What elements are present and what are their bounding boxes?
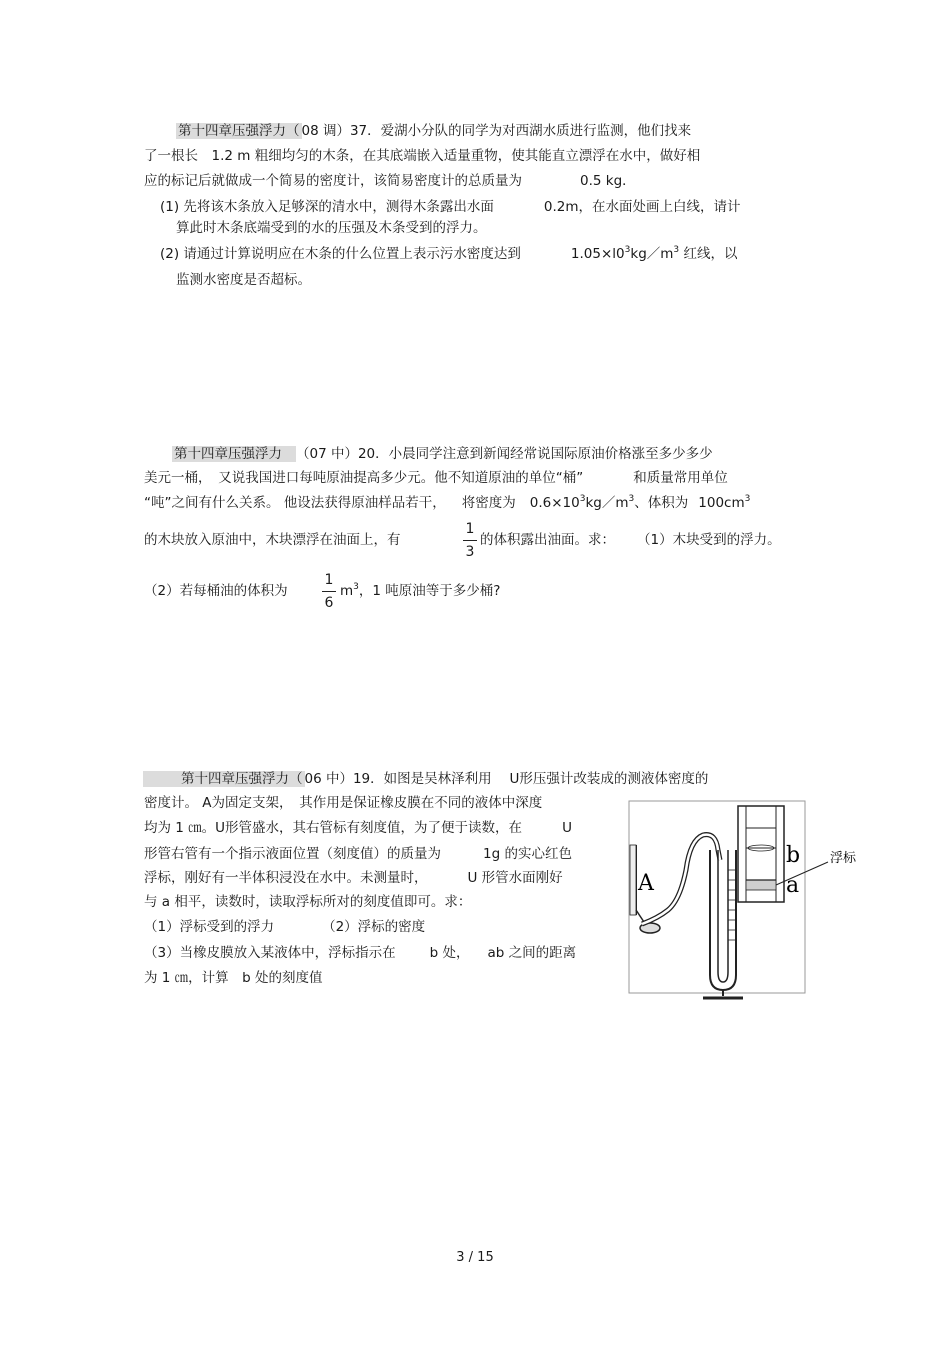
q19-line-8: （3）当橡皮膜放入某液体中，浮标指示在 b 处， ab 之间的距离 [144, 945, 577, 961]
q20-line-4a: 的木块放入原油中，木块漂浮在油面上，有 [144, 532, 401, 548]
page-number: 3 / 15 [456, 1250, 494, 1265]
chapter-tag: 第十四章压强浮力 [172, 446, 296, 462]
label-float: 浮标 [830, 851, 857, 866]
q37-part-2-cont: 监测水密度是否超标。 [176, 272, 311, 288]
q20-line-3: “吨”之间有什么关系。 他设法获得原油样品若干， 将密度为 $0.6\times 10^3kg/m^3$、体积为 $100cm^3$ [144, 494, 751, 511]
q37-part-1: (1) 先将该木条放入足够深的清水中，测得木条露出水面 0.2m，在水面处画上白线，请计 [160, 199, 741, 215]
q37-line-1: 第十四章压强浮力（ 08 调）37．爱湖小分队的同学为对西湖水质进行监测，他们找来 [178, 123, 692, 139]
q37-part-1-cont: 算此时木条底端受到的水的压强及木条受到的浮力。 [176, 220, 487, 236]
q20-line-2: 美元一桶， 又说我国进口每吨原油提高多少元。他不知道原油的单位“桶” 和质量常用单位 [144, 470, 728, 486]
q20-line-5a: （2）若每桶油的体积为 [144, 583, 288, 599]
chapter-tag: 第十四章压强浮力（ [143, 771, 305, 787]
q20-line-5b: $m^3$，1 吨原油等于多少桶? [340, 582, 501, 599]
u-tube-gauge-figure [628, 800, 868, 1004]
chapter-tag: 第十四章压强浮力（ [178, 123, 300, 139]
fraction-one-third: 1 3 [463, 520, 477, 561]
q20-line-1: 第十四章压强浮力 （07 中）20．小晨同学注意到新闻经常说国际原油价格涨至多少多少 [174, 446, 713, 462]
q19-line-3: 均为 1 ㎝。U形管盛水，其右管标有刻度值，为了便于读数，在 U [144, 820, 572, 836]
q37-line-3: 应的标记后就做成一个简易的密度计，该简易密度计的总质量为 0.5 kg． [144, 173, 636, 189]
q19-line-6: 与 a 相平，读数时，读取浮标所对的刻度值即可。求： [144, 894, 472, 910]
q19-line-7: （1）浮标受到的浮力 （2）浮标的密度 [144, 919, 426, 935]
q37-part-2: (2) 请通过计算说明应在木条的什么位置上表示污水密度达到 $1.05\times l0^3kg/m^3$ 红线，以 [160, 245, 738, 262]
q19-line-9: 为 1 ㎝，计算 b 处的刻度值 [144, 970, 323, 986]
label-A: A [638, 871, 654, 896]
fraction-one-sixth: 1 6 [322, 571, 336, 612]
q37-line-2: 了一根长 1.2 m 粗细均匀的木条，在其底端嵌入适量重物，使其能直立漂浮在水中，做好相 [144, 148, 701, 164]
q19-line-5: 浮标，刚好有一半体积浸没在水中。未测量时， U 形管水面刚好 [144, 870, 563, 886]
q19-line-4: 形管右管有一个指示液面位置（刻度值）的质量为 1g 的实心红色 [144, 846, 572, 862]
label-b: b [786, 843, 801, 868]
q20-line-4b: 的体积露出油面。求： （1）木块受到的浮力。 [480, 532, 781, 548]
q19-line-1: 第十四章压强浮力（ 06 中）19．如图是吴林泽利用 U形压强计改装成的测液体密度的 [143, 770, 708, 788]
q19-line-2: 密度计。 A为固定支架， 其作用是保证橡皮膜在不同的液体中深度 [144, 795, 543, 811]
label-a: a [786, 873, 800, 898]
